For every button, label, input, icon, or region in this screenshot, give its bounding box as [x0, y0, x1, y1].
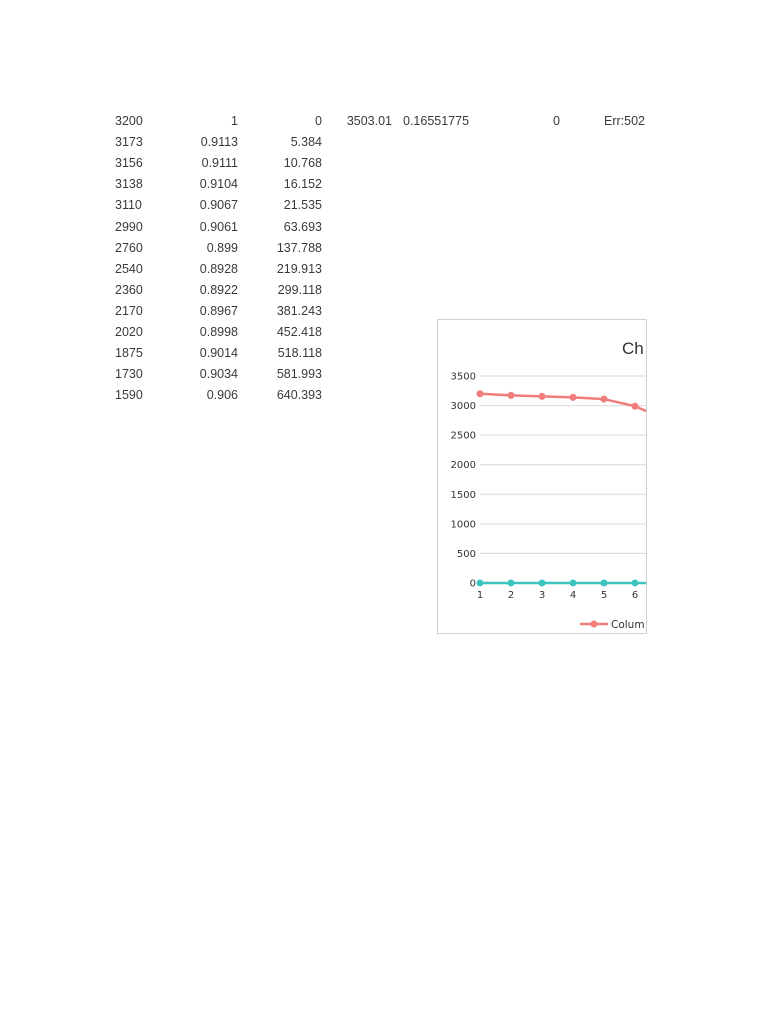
cell-r14-c2[interactable]: 0.906: [206, 388, 238, 403]
series-2-point: [570, 579, 577, 586]
y-tick-label: 3000: [450, 401, 476, 413]
y-tick-label: 3500: [450, 371, 476, 383]
series-1-point: [601, 396, 608, 403]
cell-r11-c1[interactable]: 2020: [115, 325, 143, 339]
cell-r13-c1[interactable]: 1730: [115, 367, 143, 382]
cell-r6-c1[interactable]: 2990: [115, 219, 143, 234]
series-2-point: [632, 579, 639, 586]
cell-r8-c3[interactable]: 219.913: [276, 261, 322, 276]
cell-r13-c3[interactable]: 581.993: [276, 367, 322, 382]
cell-r3-c1[interactable]: 3156: [115, 156, 143, 171]
cell-r5-c2[interactable]: 0.9067: [199, 198, 238, 213]
cell-r3-c2[interactable]: 0.9111: [201, 156, 238, 171]
cell-r1-c3[interactable]: 0: [315, 114, 322, 128]
cell-r7-c3[interactable]: 137.788: [276, 240, 322, 255]
x-tick-label: 2: [507, 590, 515, 601]
series-2-point: [539, 579, 546, 586]
x-tick-label: 5: [600, 590, 608, 601]
chart-gridlines: [480, 376, 647, 583]
y-tick-label: 1500: [450, 489, 476, 501]
cell-r13-c2[interactable]: 0.9034: [199, 367, 238, 382]
cell-r11-c2[interactable]: 0.8998: [199, 325, 238, 339]
cell-r6-c3[interactable]: 63.693: [283, 219, 322, 234]
cell-r5-c1[interactable]: 3110: [115, 198, 142, 213]
cell-r7-c2[interactable]: 0.899: [206, 240, 238, 255]
series-line-1: [480, 394, 647, 420]
cell-r9-c1[interactable]: 2360: [115, 282, 143, 297]
cell-r4-c3[interactable]: 16.152: [283, 177, 322, 192]
x-tick-label: 4: [569, 590, 577, 601]
cell-r2-c2[interactable]: 0.9113: [200, 135, 238, 150]
cell-r1-c4[interactable]: 3503.01: [346, 114, 392, 128]
y-tick-label: 1000: [450, 519, 476, 531]
y-axis-ticks: [451, 372, 476, 590]
cell-r10-c1[interactable]: 2170: [115, 303, 143, 318]
cell-r14-c1[interactable]: 1590: [115, 388, 143, 403]
y-tick-label: 2500: [450, 430, 476, 442]
cell-r6-c2[interactable]: 0.9061: [199, 219, 238, 234]
x-tick-label: 1: [476, 590, 484, 601]
chart-title: Ch: [622, 339, 644, 358]
series-1-point: [477, 390, 484, 397]
y-tick-label: 2000: [450, 460, 476, 472]
x-axis-ticks: [477, 590, 638, 601]
cell-r9-c3[interactable]: 299.118: [277, 282, 322, 297]
y-tick-label: 500: [456, 548, 476, 560]
cell-r5-c3[interactable]: 21.535: [283, 198, 322, 213]
chart-legend: [580, 619, 645, 631]
series-2-point: [601, 579, 608, 586]
cell-r3-c3[interactable]: 10.768: [283, 156, 322, 171]
cell-r1-c2[interactable]: 1: [231, 114, 238, 128]
cell-r14-c3[interactable]: 640.393: [276, 388, 322, 403]
cell-r7-c1[interactable]: 2760: [115, 240, 143, 255]
legend-swatch-marker: [591, 621, 598, 628]
cell-r10-c3[interactable]: 381.243: [276, 303, 322, 318]
cell-r8-c2[interactable]: 0.8928: [199, 261, 238, 276]
series-2-point: [508, 579, 515, 586]
x-tick-label: 6: [631, 590, 639, 601]
cell-r9-c2[interactable]: 0.8922: [199, 282, 238, 297]
cell-r1-c6[interactable]: 0: [553, 114, 560, 128]
series-1-point: [570, 394, 577, 401]
series-2-point: [477, 579, 484, 586]
cell-r4-c1[interactable]: 3138: [115, 177, 143, 192]
chart-object[interactable]: [437, 319, 647, 634]
cell-r12-c1[interactable]: 1875: [115, 346, 143, 361]
cell-r10-c2[interactable]: 0.8967: [199, 303, 238, 318]
cell-r4-c2[interactable]: 0.9104: [199, 177, 238, 192]
cell-r11-c3[interactable]: 452.418: [276, 325, 322, 339]
cell-r1-c1[interactable]: 3200: [115, 114, 143, 128]
series-1-point: [539, 393, 546, 400]
cell-r2-c3[interactable]: 5.384: [290, 135, 322, 150]
cell-r1-c7[interactable]: Err:502: [604, 114, 645, 128]
series-1-point: [632, 403, 639, 410]
cell-r12-c3[interactable]: 518.118: [277, 346, 322, 361]
y-tick-label: 0: [469, 578, 476, 590]
chart-series: [477, 390, 648, 586]
cell-r12-c2[interactable]: 0.9014: [199, 346, 238, 361]
series-1-point: [508, 392, 515, 399]
line-chart: [438, 320, 647, 634]
cell-r2-c1[interactable]: 3173: [115, 135, 143, 150]
legend-label: Colum: [611, 619, 645, 631]
cell-r8-c1[interactable]: 2540: [115, 261, 143, 276]
cell-r1-c5[interactable]: 0.16551775: [403, 114, 470, 128]
x-tick-label: 3: [538, 590, 546, 601]
